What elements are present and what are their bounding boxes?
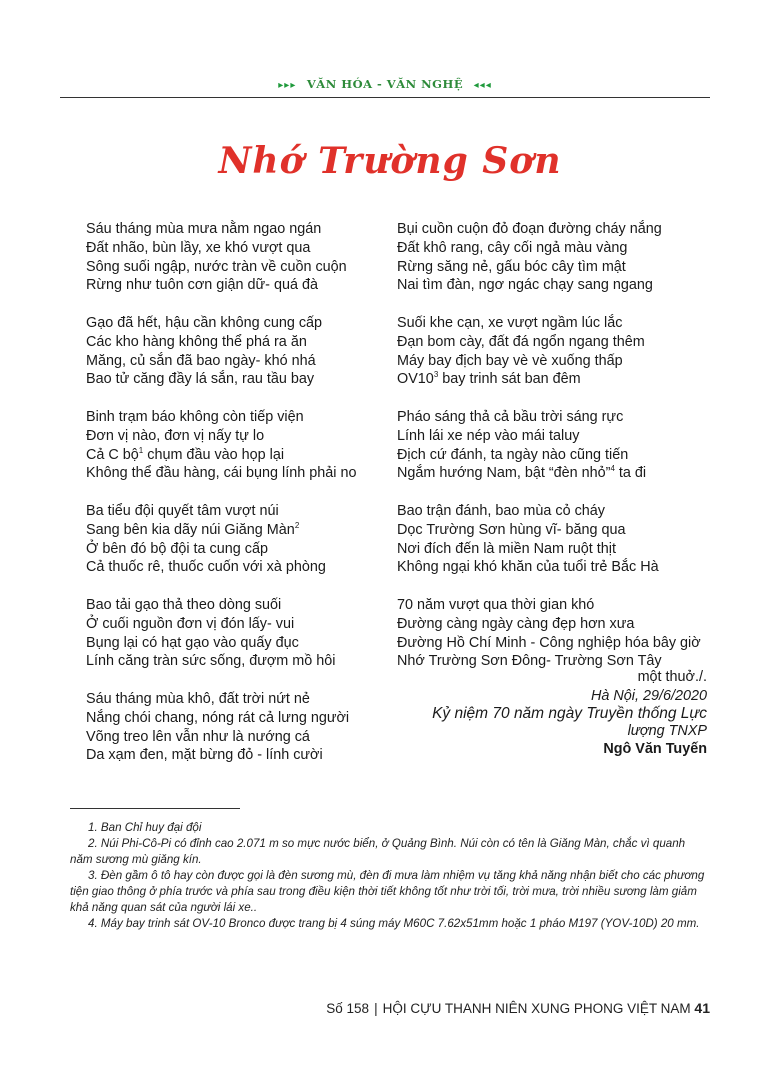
poem-line: Lính căng tràn sức sống, đượm mồ hôi [86, 653, 336, 670]
poem-line: Pháo sáng thả cả bầu trời sáng rực [397, 408, 624, 425]
poem-left-column [86, 220, 386, 784]
poem-line: Bụng lại có hạt gạo vào quấy đục [86, 634, 299, 651]
poem-line: Bao tải gạo thả theo dòng suối [86, 596, 282, 613]
poem-text: ta đi [614, 465, 647, 482]
poem-line: Suối khe cạn, xe vượt ngầm lúc lắc [397, 314, 623, 331]
stanza [397, 314, 707, 389]
poem-author: Ngô Văn Tuyến [603, 741, 707, 757]
stanza [86, 314, 386, 389]
poem-line: Không thể đầu hàng, cái bụng lính phải no [86, 465, 357, 482]
page-footer [60, 1000, 710, 1016]
poem-line: Máy bay địch bay vè vè xuống thấp [397, 352, 623, 369]
page-number: 41 [694, 1000, 710, 1016]
stanza [397, 408, 707, 483]
poem-line: Các kho hàng không thể phá ra ăn [86, 333, 307, 350]
poem-line: Đường càng ngày càng đẹp hơn xưa [397, 615, 635, 632]
poem-line: Ba tiểu đội quyết tâm vượt núi [86, 502, 279, 519]
footnote-ref: 2 [294, 520, 300, 530]
stanza [86, 596, 386, 671]
poem-line: Đường Hồ Chí Minh - Công nghiệp hóa bây giờ [397, 634, 701, 651]
poem-line: Không ngại khó khăn của tuổi trẻ Bắc Hà [397, 559, 659, 576]
poem-line: Lính lái xe nép vào mái taluy [397, 427, 580, 444]
poem-line: 70 năm vượt qua thời gian khó [397, 596, 595, 613]
poem-text: chụm đầu vào họp lại [143, 446, 285, 463]
poem-line [397, 464, 707, 483]
poem-line: Bụi cuồn cuộn đỏ đoạn đường cháy nắng [397, 221, 662, 237]
poem-line: Nắng chói chang, nóng rát cả lưng người [86, 709, 350, 726]
stanza [397, 596, 707, 671]
footnote: 3. Đèn gầm ô tô hay còn được gọi là đèn sương mù, đèn đi mưa làm nhiệm vụ tăng khả năng nhận biết cho các phương tiện giao thông ở phía trước và phía sau trong điều kiện thời tiết không tốt như trời tối, trời mưa, trời nhiều sương làm giảm khả năng quan sát của người lái xe.. [70, 869, 705, 914]
poem-line: Sông suối ngập, nước tràn về cuồn cuộn [86, 258, 347, 275]
poem-line: Võng treo lên vẫn như là nướng cá [86, 728, 310, 745]
footnote: 4. Máy bay trinh sát OV-10 Bronco được trang bị 4 súng máy M60C 7.62x51mm hoặc 1 pháo M197 (YOV-10D) 20 mm. [88, 917, 700, 930]
arrows-right-icon: ◂◂◂ [473, 80, 492, 91]
poem-line: Bao tử căng đầy lá sắn, rau tầu bay [86, 371, 315, 388]
footnote-rule [70, 808, 240, 809]
poem-line: Nơi đích đến là miền Nam ruột thịt [397, 540, 616, 557]
poem-text: Ngắm hướng Nam, bật “đèn nhỏ” [397, 465, 611, 482]
poem-line: Nhớ Trường Sơn Đông- Trường Sơn Tây [397, 653, 662, 670]
poem-line: Ở cuối nguồn đơn vị đón lấy- vui [86, 615, 295, 632]
issue-number: Số 158 [326, 1001, 370, 1016]
footer-separator: | [374, 1001, 378, 1016]
stanza [86, 408, 386, 483]
poem-text: OV10 [397, 371, 434, 388]
footnote-ref: 1 [138, 445, 144, 455]
stanza [86, 690, 386, 765]
section-title: VĂN HÓA - VĂN NGHỆ [306, 77, 464, 91]
poem-line: Đất nhão, bùn lầy, xe khó vượt qua [86, 239, 311, 256]
poem-line: Gạo đã hết, hậu cần không cung cấp [86, 314, 323, 331]
poem-line: Bao trận đánh, bao mùa cỏ cháy [397, 502, 606, 519]
poem-title: Nhớ Trường Sơn [218, 140, 562, 182]
publication-name: HỘI CỰU THANH NIÊN XUNG PHONG VIỆT NAM [382, 1001, 691, 1016]
poem-right-column [397, 220, 707, 671]
poem-line [86, 521, 386, 540]
poem-line: Cả thuốc rê, thuốc cuốn với xà phòng [86, 559, 326, 576]
poem-text: Cả C bộ [86, 446, 139, 463]
poem-closing: một thuở./. [637, 669, 707, 685]
poem-line: Địch cứ đánh, ta ngày nào cũng tiến [397, 446, 629, 463]
poem-text: bay trinh sát ban đêm [438, 371, 581, 388]
poem-line [86, 446, 386, 465]
footnote-ref: 3 [433, 370, 439, 380]
poem-line: Nai tìm đàn, ngơ ngác chạy sang ngang [397, 277, 653, 294]
stanza [397, 502, 707, 577]
poem-line: Sáu tháng mùa khô, đất trời nứt nẻ [86, 690, 310, 707]
poem-line: Đạn bom cày, đất đá ngổn ngang thêm [397, 333, 645, 350]
poem-line: Da xạm đen, mặt bừng đỏ - lính cười [86, 747, 323, 764]
poem-line: Rừng như tuôn cơn giận dữ- quá đà [86, 277, 318, 294]
stanza [86, 502, 386, 577]
stanza [397, 220, 707, 295]
poem-line: Sáu tháng mùa mưa nằm ngao ngán [86, 221, 322, 237]
poem-occasion: Kỷ niệm 70 năm ngày Truyền thống Lực [432, 705, 707, 722]
footnote-ref: 4 [610, 464, 615, 474]
poem-line: Binh trạm báo không còn tiếp viện [86, 408, 304, 425]
arrows-left-icon: ▸▸▸ [278, 80, 297, 91]
poem-line [397, 370, 707, 389]
poem-date: Hà Nội, 29/6/2020 [590, 688, 707, 704]
poem-line: Rừng săng nẻ, gấu bóc cây tìm mật [397, 258, 626, 275]
poem-line: Ở bên đó bộ đội ta cung cấp [86, 540, 268, 557]
poem-line: Đơn vị nào, đơn vị nấy tự lo [86, 427, 265, 444]
poem-line: Dọc Trường Sơn hùng vĩ- băng qua [397, 521, 626, 538]
header-rule [60, 97, 710, 98]
poem-line: Đất khô rang, cây cối ngả màu vàng [397, 239, 628, 256]
footnote: 2. Núi Phi-Cô-Pi có đỉnh cao 2.071 m so mực nước biển, ở Quảng Bình. Núi còn có tên là Giăng Màn, chắc vì quanh năm sương mù giăng kín. [70, 837, 686, 866]
section-header [60, 72, 710, 96]
poem-occasion-cont: lượng TNXP [627, 723, 707, 739]
footnotes [70, 820, 710, 932]
poem-line: Măng, củ sắn đã bao ngày- khó nhá [86, 352, 316, 369]
footnote: 1. Ban Chỉ huy đại đội [88, 821, 202, 834]
stanza [86, 220, 386, 295]
poem-text: Sang bên kia dãy núi Giăng Màn [86, 521, 295, 538]
